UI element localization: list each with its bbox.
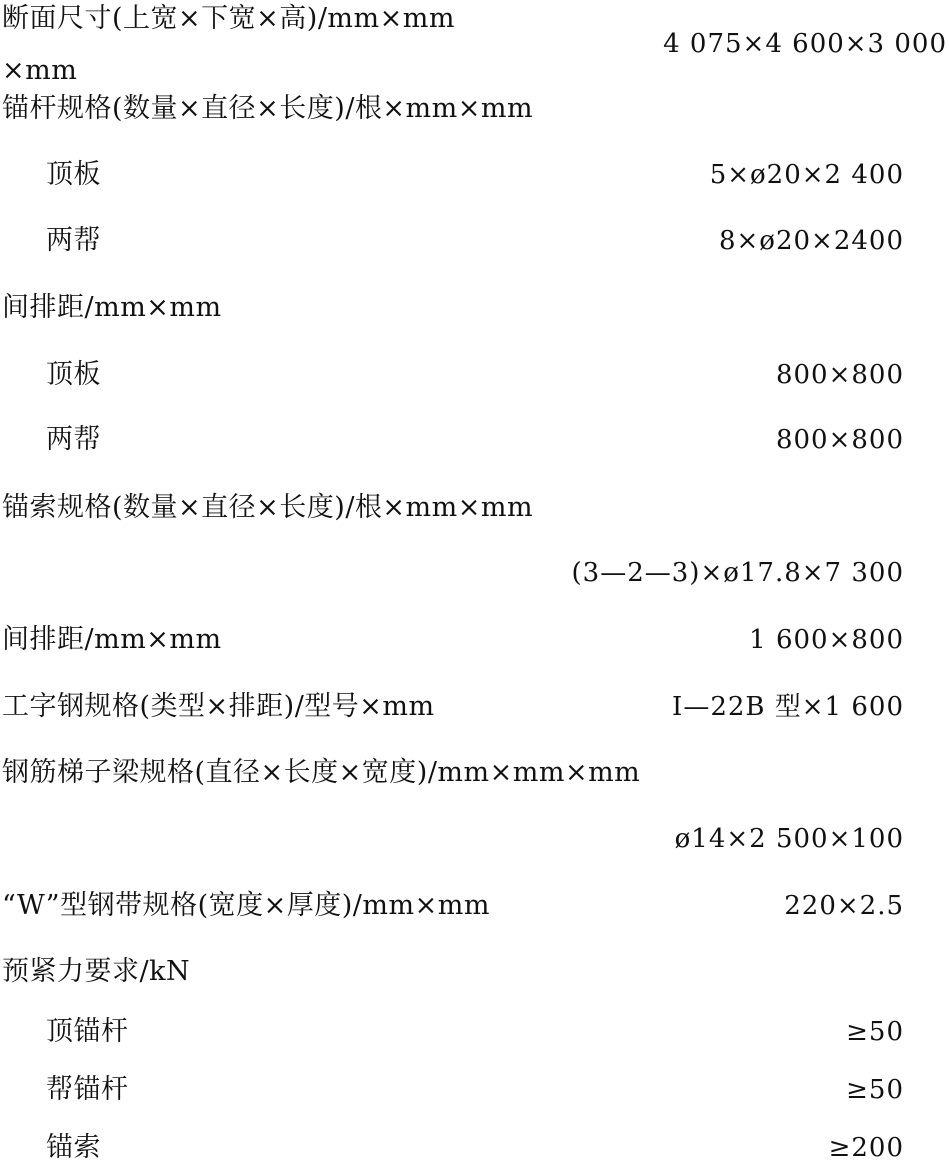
bolt-spec-roof-value: 5×ø20×2 400 — [709, 160, 904, 190]
ladder-beam-value-row — [0, 819, 949, 859]
bolt-spacing-roof-label: 顶板 — [46, 359, 101, 390]
w-strip-spec-row — [0, 886, 949, 926]
section-size-row — [0, 0, 949, 88]
cable-spec-value-row — [0, 553, 949, 593]
section-size-label-line1: 断面尺寸(上宽×下宽×高)/mm×mm — [2, 3, 455, 34]
ibeam-spec-value: I—22B 型×1 600 — [672, 692, 904, 722]
ibeam-spec-label: 工字钢规格(类型×排距)/型号×mm — [2, 691, 435, 722]
bolt-spec-label: 锚杆规格(数量×直径×长度)/根×mm×mm — [2, 93, 534, 124]
bolt-spacing-header-row — [0, 288, 949, 328]
bolt-spec-sides-label: 两帮 — [46, 225, 101, 256]
ladder-beam-header-row — [0, 753, 949, 793]
bolt-spec-roof-row — [0, 155, 949, 195]
pretension-header-row — [0, 952, 949, 992]
cable-spec-header-row — [0, 488, 949, 528]
cable-spec-value: (3—2—3)×ø17.8×7 300 — [571, 558, 904, 588]
pretension-side-bolt-row — [0, 1070, 949, 1110]
ladder-beam-spec-label: 钢筋梯子梁规格(直径×长度×宽度)/mm×mm×mm — [2, 757, 641, 788]
pretension-roof-bolt-label: 顶锚杆 — [46, 1016, 129, 1047]
bolt-spacing-label: 间排距/mm×mm — [2, 292, 222, 323]
w-strip-spec-label: “W”型钢带规格(宽度×厚度)/mm×mm — [2, 890, 490, 921]
pretension-cable-row — [0, 1128, 949, 1168]
pretension-cable-label: 锚索 — [46, 1132, 101, 1163]
pretension-cable-value: ≥200 — [828, 1133, 904, 1163]
bolt-spec-sides-value: 8×ø20×2400 — [718, 226, 904, 256]
pretension-roof-bolt-row — [0, 1012, 949, 1052]
pretension-side-bolt-value: ≥50 — [846, 1075, 904, 1105]
ladder-beam-spec-value: ø14×2 500×100 — [674, 824, 904, 854]
ibeam-spec-row — [0, 687, 949, 727]
bolt-spec-roof-label: 顶板 — [46, 159, 101, 190]
pretension-roof-bolt-value: ≥50 — [846, 1017, 904, 1047]
section-size-value: 4 075×4 600×3 000 — [663, 29, 947, 59]
cable-spacing-label: 间排距/mm×mm — [2, 624, 222, 655]
pretension-label: 预紧力要求/kN — [2, 956, 191, 987]
section-size-label-line2: ×mm — [2, 55, 78, 86]
bolt-spec-sides-row — [0, 221, 949, 261]
bolt-spacing-roof-row — [0, 355, 949, 395]
cable-spec-label: 锚索规格(数量×直径×长度)/根×mm×mm — [2, 492, 534, 523]
cable-spacing-row — [0, 620, 949, 660]
bolt-spacing-sides-label: 两帮 — [46, 424, 101, 455]
pretension-side-bolt-label: 帮锚杆 — [46, 1074, 129, 1105]
cable-spacing-value: 1 600×800 — [749, 625, 904, 655]
bolt-spacing-sides-row — [0, 420, 949, 460]
bolt-spec-header-row — [0, 89, 949, 129]
bolt-spacing-sides-value: 800×800 — [775, 425, 904, 455]
bolt-spacing-roof-value: 800×800 — [775, 360, 904, 390]
w-strip-spec-value: 220×2.5 — [784, 891, 904, 921]
